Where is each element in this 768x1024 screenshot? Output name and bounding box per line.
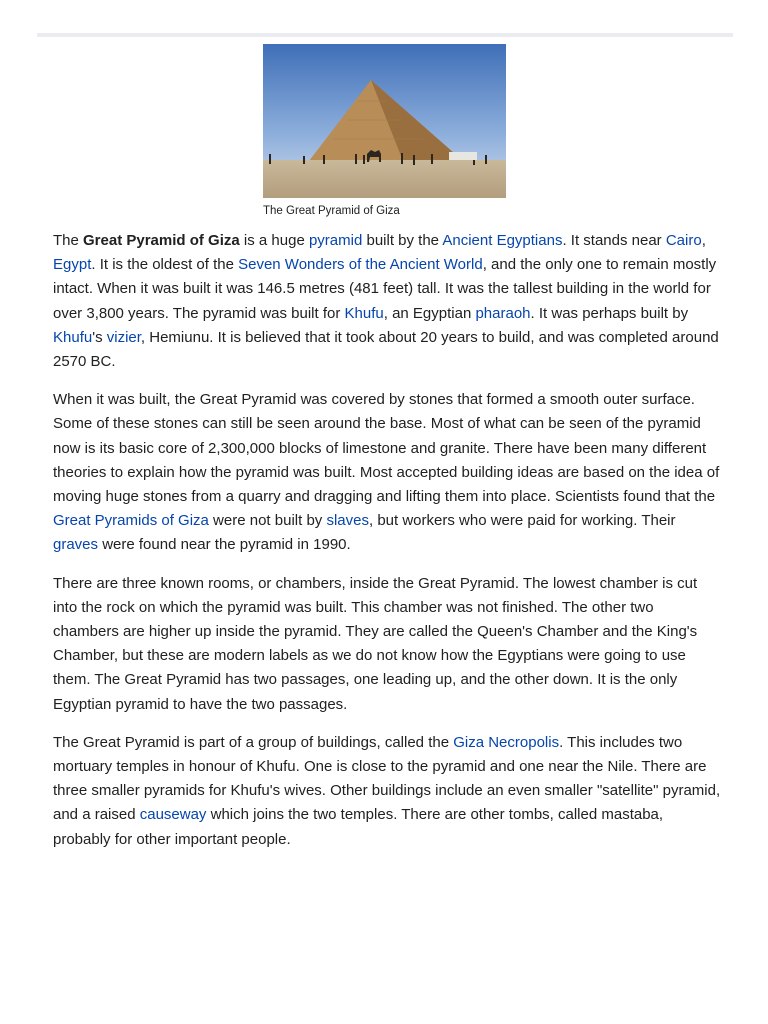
article-body	[53, 229, 721, 866]
link-slaves[interactable]: slaves	[326, 512, 369, 530]
link-graves[interactable]: graves	[53, 536, 99, 554]
text: which joins the two temples. There are other tombs, called mastaba, probably for other important people.	[53, 806, 664, 848]
text: When it was built, the Great Pyramid was covered by stones that formed a smooth outer surface. Some of these stones can still be seen around the base. Most of what can be seen of the pyramid now is its basic core of 2,300,000 blocks of limestone and granite. There have been many different theories to explain how the pyramid was built. Most accepted building ideas are based on the idea of moving huge stones from a quarry and dragging and lifting them into place. Scientists found that the	[53, 391, 720, 506]
text: , but workers who were paid for working. Their	[368, 512, 676, 530]
text: built by the	[362, 232, 443, 249]
link-egypt[interactable]: Egypt	[53, 256, 92, 274]
text: The Great Pyramid is part of a group of buildings, called the	[53, 733, 454, 751]
top-divider	[37, 33, 733, 37]
link-causeway[interactable]: causeway	[139, 806, 207, 824]
link-khufu-2[interactable]: Khufu	[53, 328, 93, 346]
text: 's	[92, 328, 107, 346]
pyramid-image[interactable]	[263, 44, 506, 198]
link-pharaoh[interactable]: pharaoh	[475, 304, 531, 322]
text: . It stands near	[562, 232, 666, 249]
text: There are three known rooms, or chambers, inside the Great Pyramid. The lowest chamber is cut into the rock on which the pyramid was built. This chamber was not finished. The other two chambers are higher up inside the pyramid. They are called the Queen's Chamber and the King's Chamber, but these are modern labels as we do not know how the Egyptians were going to use them. The Great Pyramid has two passages, one leading up, and the other down. It is the only Egyptian pyramid to have the two passages.	[53, 574, 698, 713]
text: . It was perhaps built by	[530, 304, 689, 322]
text: , and the only one to remain mostly intact. When it was built it was 146.5 metres (481 feet) tall. It was the tallest building in the world for over 3,800 years. The pyramid was built for	[53, 256, 717, 322]
text: ,	[701, 232, 706, 249]
text: is a huge	[239, 232, 309, 249]
text: . It is the oldest of the	[91, 256, 239, 274]
paragraph-chambers	[53, 572, 721, 717]
text: , Hemiunu. It is believed that it took about 20 years to build, and was completed around 2570 BC.	[53, 328, 719, 371]
text: The	[53, 232, 84, 249]
text: were not built by	[208, 512, 327, 530]
link-khufu[interactable]: Khufu	[344, 304, 384, 322]
link-vizier[interactable]: vizier	[106, 328, 141, 346]
link-giza-necropolis[interactable]: Giza Necropolis	[453, 733, 560, 751]
figure-caption: The Great Pyramid of Giza	[263, 205, 400, 217]
link-ancient-egyptians[interactable]: Ancient Egyptians	[442, 232, 563, 249]
paragraph-intro	[53, 229, 721, 374]
link-great-pyramids-of-giza[interactable]: Great Pyramids of Giza	[53, 512, 209, 530]
link-seven-wonders[interactable]: Seven Wonders of the Ancient World	[238, 256, 483, 274]
text: , an Egyptian	[383, 304, 476, 322]
article-title-bold: Great Pyramid of Giza	[83, 232, 240, 249]
figure	[263, 44, 506, 217]
paragraph-construction	[53, 388, 721, 557]
paragraph-necropolis	[53, 731, 721, 852]
link-cairo[interactable]: Cairo	[665, 232, 702, 249]
link-pyramid[interactable]: pyramid	[308, 232, 363, 249]
text: were found near the pyramid in 1990.	[98, 536, 351, 554]
text: . This includes two mortuary temples in honour of Khufu. One is close to the pyramid and one near the Nile. There are three smaller pyramids for Khufu's wives. Other buildings include an even smaller "satellite" pyramid, and a raised	[53, 733, 721, 824]
